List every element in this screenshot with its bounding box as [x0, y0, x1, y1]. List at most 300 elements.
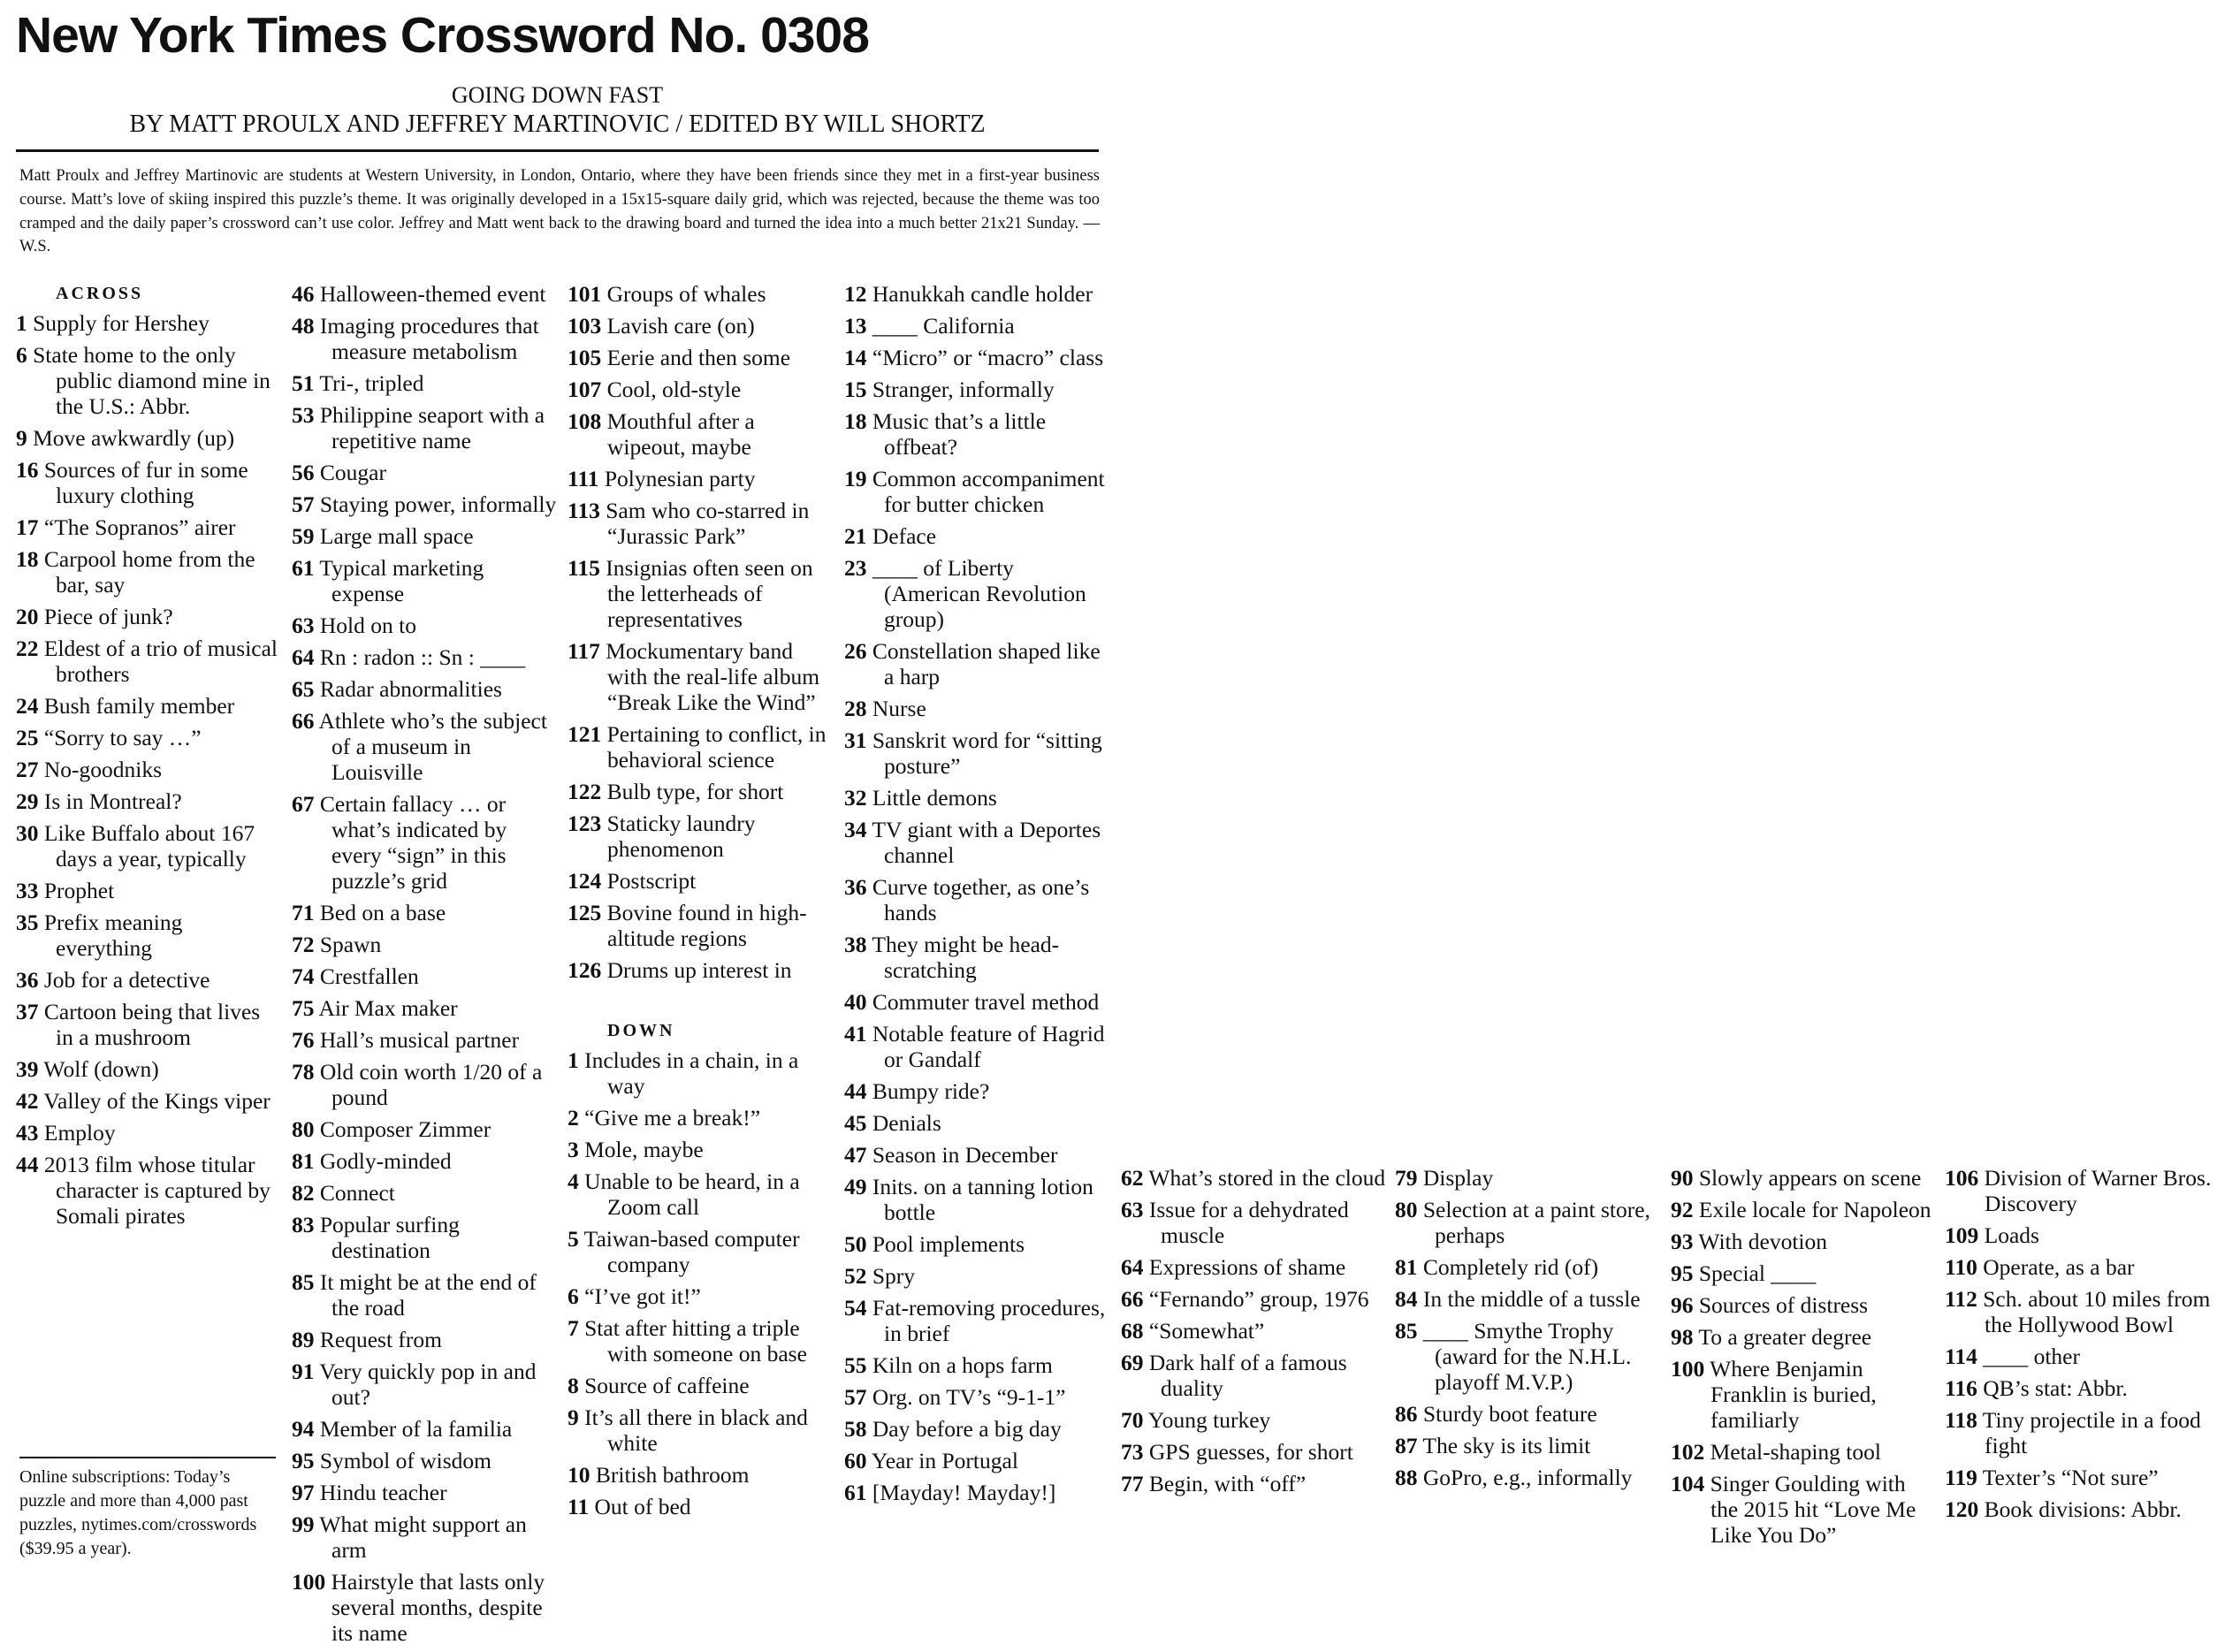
- across-clue[interactable]: [292, 1448, 557, 1473]
- across-clue[interactable]: [568, 345, 837, 370]
- clue-text: Tiny projectile in a food fight: [1977, 1407, 2201, 1458]
- clue-text: Bulb type, for short: [601, 779, 784, 804]
- clue-text: Exile locale for Napoleon: [1693, 1197, 1931, 1222]
- across-clue[interactable]: [292, 1511, 557, 1563]
- clue-number: 50: [844, 1231, 867, 1257]
- down-clue[interactable]: [844, 1295, 1114, 1346]
- clue-number: 81: [1395, 1254, 1418, 1280]
- across-clue[interactable]: [568, 313, 837, 339]
- clue-number: 66: [292, 708, 315, 734]
- clue-text: Inits. on a tanning lotion bottle: [866, 1174, 1093, 1225]
- clue-text: Staying power, informally: [314, 491, 557, 517]
- clue-text: Loads: [1978, 1222, 2039, 1248]
- across-clue[interactable]: [568, 868, 837, 894]
- clue-text: Cartoon being that lives in a mushroom: [38, 999, 261, 1050]
- down-clue[interactable]: [1945, 1375, 2228, 1401]
- clue-number: 56: [292, 460, 315, 485]
- across-clue[interactable]: [16, 1056, 279, 1082]
- clue-number: 85: [292, 1269, 315, 1295]
- clue-number: 37: [16, 999, 39, 1024]
- down-clue[interactable]: [1121, 1439, 1386, 1465]
- down-clue[interactable]: [1671, 1324, 1936, 1350]
- clue-number: 64: [292, 644, 315, 670]
- clue-number: 83: [292, 1212, 315, 1237]
- down-clue[interactable]: [568, 1169, 837, 1220]
- clue-number: 49: [844, 1174, 867, 1199]
- down-clue[interactable]: [568, 1405, 837, 1456]
- clue-number: 41: [844, 1021, 867, 1047]
- across-clue[interactable]: [292, 1569, 557, 1646]
- down-clue[interactable]: [1671, 1229, 1936, 1254]
- down-clue[interactable]: [568, 1315, 837, 1367]
- clue-number: 18: [844, 408, 867, 434]
- across-clue[interactable]: [16, 310, 279, 336]
- clue-text: GoPro, e.g., informally: [1417, 1465, 1633, 1490]
- clue-text: Carpool home from the bar, say: [38, 546, 255, 598]
- clue-text: GPS guesses, for short: [1143, 1439, 1353, 1465]
- across-clue[interactable]: [292, 1059, 557, 1110]
- clue-number: 4: [568, 1169, 579, 1194]
- down-clue[interactable]: [844, 1174, 1114, 1225]
- down-clue[interactable]: [1945, 1286, 2228, 1337]
- clue-text: Job for a detective: [38, 967, 210, 993]
- puzzle-theme: GOING DOWN FAST: [451, 82, 664, 108]
- clue-number: 12: [844, 281, 867, 307]
- clue-number: 94: [292, 1416, 315, 1442]
- down-clue[interactable]: [1671, 1471, 1936, 1548]
- down-clue[interactable]: [844, 696, 1114, 721]
- across-clue[interactable]: [568, 498, 837, 549]
- clue-number: 38: [844, 932, 867, 957]
- clue-text: Sam who co-starred in “Jurassic Park”: [599, 498, 810, 549]
- across-clue[interactable]: [292, 1269, 557, 1321]
- clue-number: 16: [16, 457, 39, 483]
- across-clue[interactable]: [16, 636, 279, 687]
- clue-number: 45: [844, 1110, 867, 1136]
- down-clue[interactable]: [844, 281, 1114, 307]
- across-clue[interactable]: [568, 281, 837, 307]
- clue-number: 8: [568, 1373, 579, 1398]
- across-clue[interactable]: [292, 1212, 557, 1263]
- crossword-grid[interactable]: [1132, 84, 2211, 1120]
- down-clue[interactable]: [844, 785, 1114, 811]
- clue-text: Drums up interest in: [601, 957, 792, 983]
- down-clue[interactable]: [1121, 1318, 1386, 1344]
- across-clue[interactable]: [292, 1416, 557, 1442]
- clue-number: 55: [844, 1352, 867, 1378]
- across-clue[interactable]: [292, 1180, 557, 1206]
- clue-number: 102: [1671, 1439, 1705, 1465]
- clue-text: Prophet: [38, 878, 115, 903]
- clue-number: 46: [292, 281, 315, 307]
- clue-text: Symbol of wisdom: [314, 1448, 491, 1473]
- across-clue[interactable]: [16, 457, 279, 508]
- clue-number: 107: [568, 377, 602, 402]
- down-clue[interactable]: [1671, 1197, 1936, 1222]
- across-clue[interactable]: [292, 676, 557, 702]
- clue-number: 120: [1945, 1496, 1979, 1522]
- clue-text: Where Benjamin Franklin is buried, familiarly: [1704, 1356, 1877, 1433]
- across-clue[interactable]: [292, 900, 557, 925]
- clue-number: 71: [292, 900, 315, 925]
- clue-number: 31: [844, 727, 867, 753]
- across-clue[interactable]: [292, 1480, 557, 1505]
- clue-text: Common accompaniment for butter chicken: [866, 466, 1105, 517]
- across-clue[interactable]: [292, 932, 557, 957]
- down-clue[interactable]: [844, 817, 1114, 868]
- clue-number: 118: [1945, 1407, 1977, 1433]
- clue-number: 36: [844, 874, 867, 900]
- clue-text: Org. on TV’s “9-1-1”: [866, 1384, 1066, 1410]
- clue-number: 34: [844, 817, 867, 842]
- across-clue[interactable]: [292, 791, 557, 894]
- across-clue[interactable]: [292, 460, 557, 485]
- clue-number: 86: [1395, 1401, 1418, 1427]
- across-clue[interactable]: [568, 377, 837, 402]
- across-clue[interactable]: [292, 281, 557, 307]
- across-clue[interactable]: [16, 820, 279, 872]
- clue-number: 122: [568, 779, 602, 804]
- down-clue[interactable]: [844, 932, 1114, 983]
- clue-text: Singer Goulding with the 2015 hit “Love Me Like You Do”: [1704, 1471, 1916, 1548]
- across-clue[interactable]: [568, 408, 837, 460]
- clue-text: It’s all there in black and white: [578, 1405, 808, 1456]
- clue-text: Bovine found in high-altitude regions: [601, 900, 807, 951]
- clue-text: Curve together, as one’s hands: [866, 874, 1090, 925]
- down-clue[interactable]: [844, 874, 1114, 925]
- clue-text: With devotion: [1693, 1229, 1827, 1254]
- down-clue[interactable]: [1395, 1197, 1660, 1248]
- down-clue[interactable]: [844, 466, 1114, 517]
- clue-number: 33: [16, 878, 39, 903]
- down-clue[interactable]: [1671, 1292, 1936, 1318]
- across-clue[interactable]: [292, 313, 557, 364]
- clue-number: 21: [844, 523, 867, 549]
- clue-text: “I’ve got it!”: [578, 1283, 701, 1309]
- down-clue[interactable]: [844, 1110, 1114, 1136]
- across-clue[interactable]: [16, 757, 279, 782]
- clue-number: 90: [1671, 1165, 1694, 1191]
- clue-number: 100: [1671, 1356, 1705, 1382]
- across-clue[interactable]: [292, 370, 557, 396]
- across-clue[interactable]: [292, 1027, 557, 1053]
- clue-text: Sources of distress: [1693, 1292, 1869, 1318]
- clue-number: 61: [292, 555, 315, 581]
- across-clue[interactable]: [292, 402, 557, 453]
- clue-text: Lavish care (on): [601, 313, 755, 339]
- down-clue[interactable]: [1945, 1165, 2228, 1216]
- clue-text: Unable to be heard, in a Zoom call: [578, 1169, 800, 1220]
- clue-text: Pertaining to conflict, in behavioral science: [601, 721, 827, 773]
- down-clue[interactable]: [1945, 1344, 2228, 1369]
- down-clue[interactable]: [844, 408, 1114, 460]
- clue-text: “Somewhat”: [1143, 1318, 1265, 1344]
- clue-column-6: [1395, 1165, 1660, 1496]
- across-clue[interactable]: [568, 811, 837, 862]
- clue-number: 47: [844, 1142, 867, 1168]
- down-clue[interactable]: [844, 313, 1114, 339]
- clue-text: Selection at a paint store, perhaps: [1417, 1197, 1650, 1248]
- down-clue[interactable]: [568, 1047, 837, 1099]
- across-clue[interactable]: [16, 425, 279, 451]
- across-clue[interactable]: [16, 910, 279, 961]
- clue-text: Bush family member: [38, 693, 235, 719]
- clue-text: Stranger, informally: [866, 377, 1055, 402]
- down-clue[interactable]: [844, 727, 1114, 779]
- clue-number: 62: [1121, 1165, 1144, 1191]
- clue-number: 52: [844, 1263, 867, 1289]
- clue-text: Sch. about 10 miles from the Hollywood Bowl: [1977, 1286, 2211, 1337]
- down-clue[interactable]: [844, 555, 1114, 632]
- down-clue[interactable]: [844, 345, 1114, 370]
- clue-text: Mole, maybe: [578, 1137, 704, 1162]
- clue-text: Deface: [866, 523, 937, 549]
- clue-text: Little demons: [866, 785, 997, 811]
- clue-number: 17: [16, 514, 39, 540]
- across-clue[interactable]: [292, 613, 557, 638]
- clue-number: 113: [568, 498, 600, 523]
- down-clue[interactable]: [568, 1373, 837, 1398]
- clue-text: Eerie and then some: [601, 345, 791, 370]
- across-clue[interactable]: [16, 1088, 279, 1114]
- clue-text: Cougar: [314, 460, 386, 485]
- clue-number: 39: [16, 1056, 39, 1082]
- clue-number: 64: [1121, 1254, 1144, 1280]
- down-clue[interactable]: [1395, 1465, 1660, 1490]
- clue-text: QB’s stat: Abbr.: [1977, 1375, 2128, 1401]
- across-clue[interactable]: [292, 1327, 557, 1352]
- clue-number: 40: [844, 989, 867, 1015]
- down-clue[interactable]: [568, 1226, 837, 1277]
- down-clue[interactable]: [1121, 1197, 1386, 1248]
- down-clue[interactable]: [1395, 1401, 1660, 1427]
- across-clue[interactable]: [16, 878, 279, 903]
- across-clue[interactable]: [16, 546, 279, 598]
- down-clue[interactable]: [1671, 1260, 1936, 1286]
- clue-number: 63: [292, 613, 315, 638]
- down-clue[interactable]: [1121, 1407, 1386, 1433]
- clue-number: 110: [1945, 1254, 1977, 1280]
- down-clue[interactable]: [1121, 1165, 1386, 1191]
- clue-number: 101: [568, 281, 602, 307]
- clue-text: Request from: [314, 1327, 442, 1352]
- across-clue[interactable]: [292, 555, 557, 606]
- down-clue[interactable]: [1121, 1286, 1386, 1312]
- down-clue[interactable]: [1121, 1254, 1386, 1280]
- down-clue[interactable]: [1671, 1165, 1936, 1191]
- across-clue[interactable]: [292, 644, 557, 670]
- clue-number: 54: [844, 1295, 867, 1321]
- clue-number: 15: [844, 377, 867, 402]
- clue-number: 80: [292, 1116, 315, 1142]
- clue-number: 10: [568, 1462, 590, 1488]
- down-clue[interactable]: [844, 523, 1114, 549]
- clue-text: Hanukkah candle holder: [866, 281, 1093, 307]
- clue-text: Athlete who’s the subject of a museum in Louisville: [314, 708, 547, 785]
- clue-text: Bumpy ride?: [866, 1078, 990, 1104]
- clue-text: Nurse: [866, 696, 926, 721]
- clue-text: Pool implements: [866, 1231, 1025, 1257]
- across-clue[interactable]: [16, 788, 279, 814]
- across-clue[interactable]: [568, 638, 837, 715]
- clue-text: Issue for a dehydrated muscle: [1143, 1197, 1349, 1248]
- clue-number: 5: [568, 1226, 579, 1252]
- down-clue[interactable]: [844, 1416, 1114, 1442]
- down-clue[interactable]: [1395, 1318, 1660, 1395]
- clue-number: 1: [568, 1047, 579, 1073]
- clue-text: Supply for Hershey: [27, 310, 210, 336]
- down-clue[interactable]: [844, 989, 1114, 1015]
- clue-number: 79: [1395, 1165, 1418, 1191]
- across-clue[interactable]: [568, 779, 837, 804]
- clue-text: “Micro” or “macro” class: [866, 345, 1104, 370]
- clue-number: 57: [844, 1384, 867, 1410]
- clue-text: Groups of whales: [601, 281, 766, 307]
- down-clue[interactable]: [1945, 1465, 2228, 1490]
- clue-column-7: [1671, 1165, 1936, 1554]
- down-clue[interactable]: [844, 1142, 1114, 1168]
- down-clue[interactable]: [844, 1231, 1114, 1257]
- clue-text: Valley of the Kings viper: [38, 1088, 270, 1114]
- across-clue[interactable]: [16, 967, 279, 993]
- clue-number: 121: [568, 721, 602, 747]
- down-clue[interactable]: [1121, 1471, 1386, 1496]
- clue-text: Young turkey: [1143, 1407, 1271, 1433]
- clue-text: Certain fallacy … or what’s indicated by every “sign” in this puzzle’s grid: [314, 791, 507, 894]
- clue-number: 22: [16, 636, 39, 661]
- clue-text: Metal-shaping tool: [1704, 1439, 1881, 1465]
- clue-number: 7: [568, 1315, 579, 1341]
- down-clue[interactable]: [1395, 1433, 1660, 1458]
- clue-text: To a greater degree: [1693, 1324, 1872, 1350]
- clue-text: Eldest of a trio of musical brothers: [38, 636, 278, 687]
- across-clue[interactable]: [16, 725, 279, 750]
- clue-text: Hold on to: [314, 613, 416, 638]
- across-clue[interactable]: [292, 491, 557, 517]
- clue-number: 13: [844, 313, 867, 339]
- down-clue[interactable]: [568, 1462, 837, 1488]
- down-clue[interactable]: [1945, 1222, 2228, 1248]
- down-clue[interactable]: [1121, 1350, 1386, 1401]
- clue-text: Sturdy boot feature: [1417, 1401, 1597, 1427]
- across-clue[interactable]: [292, 523, 557, 549]
- clue-number: 32: [844, 785, 867, 811]
- across-clue[interactable]: [292, 708, 557, 785]
- across-clue[interactable]: [16, 693, 279, 719]
- clue-text: Move awkwardly (up): [27, 425, 235, 451]
- down-clue[interactable]: [844, 638, 1114, 689]
- clue-column-3: [568, 281, 837, 1526]
- down-clue[interactable]: [1395, 1165, 1660, 1191]
- across-clue[interactable]: [16, 604, 279, 629]
- down-clue[interactable]: [844, 1078, 1114, 1104]
- down-clue[interactable]: [1395, 1286, 1660, 1312]
- clue-text: Large mall space: [314, 523, 474, 549]
- across-clue[interactable]: [16, 999, 279, 1050]
- clue-number: 106: [1945, 1165, 1979, 1191]
- across-clue[interactable]: [16, 514, 279, 540]
- clue-text: Music that’s a little offbeat?: [866, 408, 1047, 460]
- across-clue[interactable]: [292, 1116, 557, 1142]
- clue-number: 18: [16, 546, 39, 572]
- clue-text: Bed on a base: [314, 900, 446, 925]
- down-clue[interactable]: [1945, 1254, 2228, 1280]
- across-clue[interactable]: [16, 1120, 279, 1146]
- byline: BY MATT PROULX AND JEFFREY MARTINOVIC / EDITED BY WILL SHORTZ: [129, 110, 986, 138]
- clue-number: 74: [292, 963, 315, 989]
- clue-column-4: [844, 281, 1114, 1511]
- clue-number: 66: [1121, 1286, 1144, 1312]
- down-clue[interactable]: [844, 1448, 1114, 1473]
- across-clue[interactable]: [16, 1152, 279, 1229]
- clue-text: ____ California: [866, 313, 1015, 339]
- across-clue[interactable]: [568, 466, 837, 491]
- clue-text: TV giant with a Deportes channel: [866, 817, 1101, 868]
- clue-text: They might be head-scratching: [866, 932, 1060, 983]
- across-clue[interactable]: [292, 1359, 557, 1410]
- clue-number: 96: [1671, 1292, 1694, 1318]
- clue-text: Tri-, tripled: [314, 370, 424, 396]
- across-clue[interactable]: [292, 963, 557, 989]
- down-clue[interactable]: [1945, 1496, 2228, 1522]
- down-clue[interactable]: [1671, 1356, 1936, 1433]
- clue-number: 14: [844, 345, 867, 370]
- down-clue[interactable]: [568, 1283, 837, 1309]
- clue-number: 99: [292, 1511, 315, 1537]
- clue-text: Out of bed: [589, 1494, 691, 1519]
- clue-number: 60: [844, 1448, 867, 1473]
- down-clue[interactable]: [844, 1384, 1114, 1410]
- clue-text: What might support an arm: [314, 1511, 527, 1563]
- clue-number: 112: [1945, 1286, 1977, 1312]
- clue-text: Employ: [38, 1120, 116, 1146]
- down-clue[interactable]: [568, 1105, 837, 1131]
- across-clue[interactable]: [568, 721, 837, 773]
- clue-number: 51: [292, 370, 315, 396]
- down-clue[interactable]: [568, 1137, 837, 1162]
- clue-text: Old coin worth 1/20 of a pound: [314, 1059, 543, 1110]
- across-clue[interactable]: [292, 995, 557, 1021]
- clue-number: 85: [1395, 1318, 1418, 1344]
- clue-number: 68: [1121, 1318, 1144, 1344]
- down-clue[interactable]: [568, 1494, 837, 1519]
- down-clue[interactable]: [844, 1263, 1114, 1289]
- clue-number: 58: [844, 1416, 867, 1442]
- down-clue[interactable]: [1671, 1439, 1936, 1465]
- across-clue[interactable]: [568, 957, 837, 983]
- across-clue[interactable]: [292, 1148, 557, 1174]
- clue-text: Day before a big day: [866, 1416, 1062, 1442]
- down-clue[interactable]: [844, 1352, 1114, 1378]
- clue-number: 97: [292, 1480, 315, 1505]
- clue-number: 80: [1395, 1197, 1418, 1222]
- clue-text: Piece of junk?: [38, 604, 173, 629]
- down-clue[interactable]: [844, 1021, 1114, 1072]
- down-clue[interactable]: [1395, 1254, 1660, 1280]
- across-clue[interactable]: [16, 342, 279, 419]
- across-clue[interactable]: [568, 555, 837, 632]
- down-clue[interactable]: [1945, 1407, 2228, 1458]
- clue-number: 81: [292, 1148, 315, 1174]
- down-clue[interactable]: [844, 1480, 1114, 1505]
- clue-text: Halloween-themed event: [314, 281, 546, 307]
- clue-number: 63: [1121, 1197, 1144, 1222]
- clue-number: 124: [568, 868, 602, 894]
- down-clue[interactable]: [844, 377, 1114, 402]
- clue-number: 92: [1671, 1197, 1694, 1222]
- clue-text: Commuter travel method: [866, 989, 1100, 1015]
- across-clue[interactable]: [568, 900, 837, 951]
